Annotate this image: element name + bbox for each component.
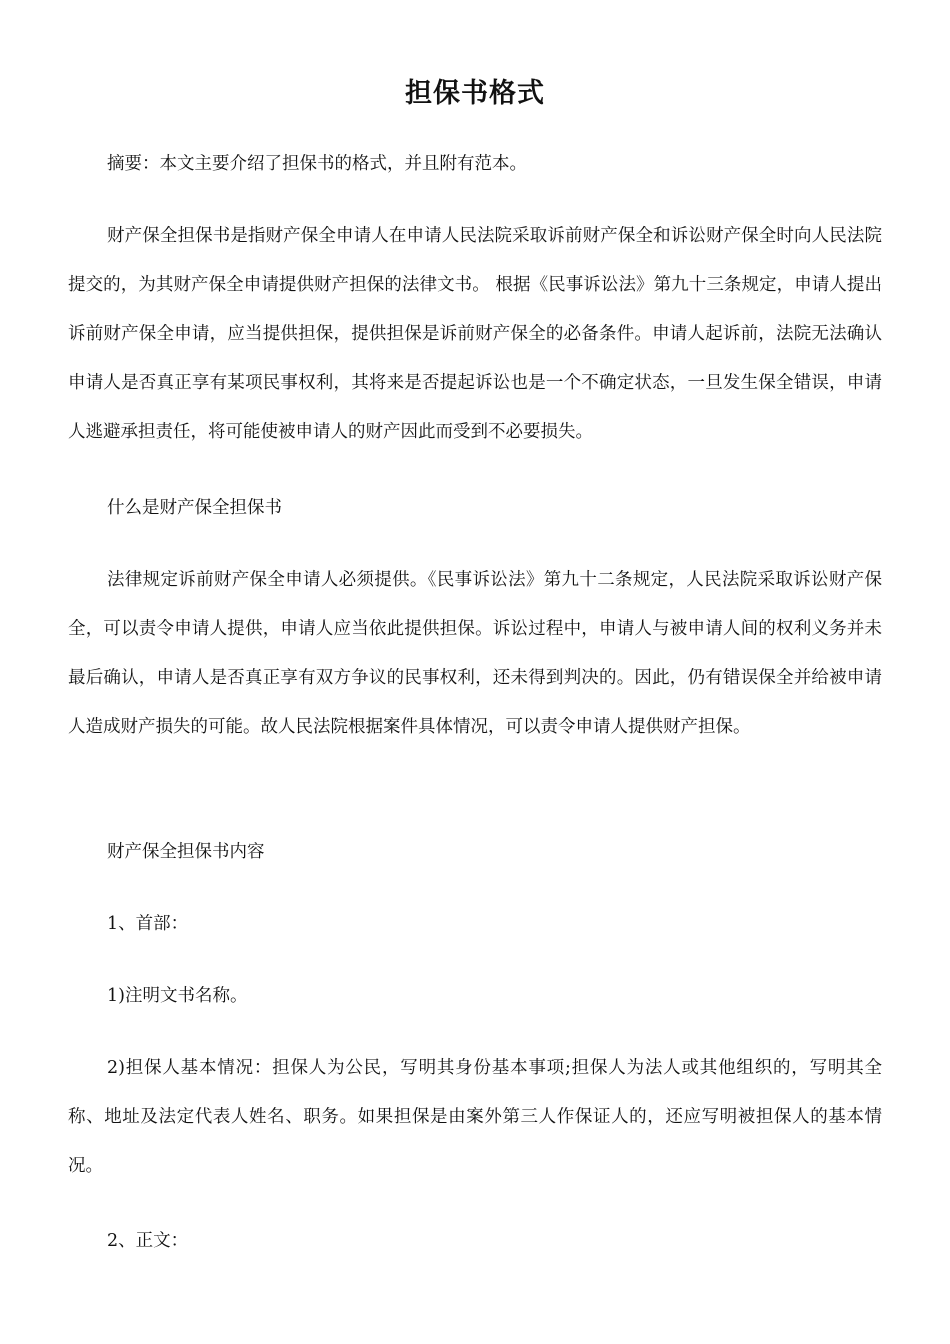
list-item-body: 2、正文：: [107, 1231, 189, 1251]
section-heading-content: 财产保全担保书内容: [107, 842, 265, 862]
abstract: 摘要：本文主要介绍了担保书的格式，并且附有范本。: [107, 154, 527, 174]
document-title: 担保书格式: [405, 78, 545, 109]
list-subitem-document-name: 1)注明文书名称。: [107, 986, 248, 1006]
section-heading-what-is: 什么是财产保全担保书: [107, 498, 282, 518]
list-item-header: 1、首部：: [107, 914, 189, 934]
list-subitem-guarantor-info: 2)担保人基本情况：担保人为公民，写明其身份基本事项;担保人为法人或其他组织的，写明其全称、地址及法定代表人姓名、职务。如果担保是由案外第三人作保证人的，还应写明被担保人的基本情况。: [68, 1058, 882, 1176]
paragraph-definition: 财产保全担保书是指财产保全申请人在申请人民法院采取诉前财产保全和诉讼财产保全时向人民法院提交的，为其财产保全申请提供财产担保的法律文书。 根据《民事诉讼法》第九十三条规定，申请人提出诉前财产保全申请，应当提供担保，提供担保是诉前财产保全的必备条件。申请人起诉前，法院无法确认申请人是否真正享有某项民事权利，其将来是否提起诉讼也是一个不确定状态，一旦发生保全错误，申请人逃避承担责任，将可能使被申请人的财产因此而受到不必要损失。: [68, 226, 882, 442]
paragraph-legal-basis: 法律规定诉前财产保全申请人必须提供。《民事诉讼法》第九十二条规定，人民法院采取诉讼财产保全，可以责令申请人提供，申请人应当依此提供担保。诉讼过程中，申请人与被申请人间的权利义务并未最后确认，申请人是否真正享有双方争议的民事权利，还未得到判决的。因此，仍有错误保全并给被申请人造成财产损失的可能。故人民法院根据案件具体情况，可以责令申请人提供财产担保。: [68, 570, 882, 737]
